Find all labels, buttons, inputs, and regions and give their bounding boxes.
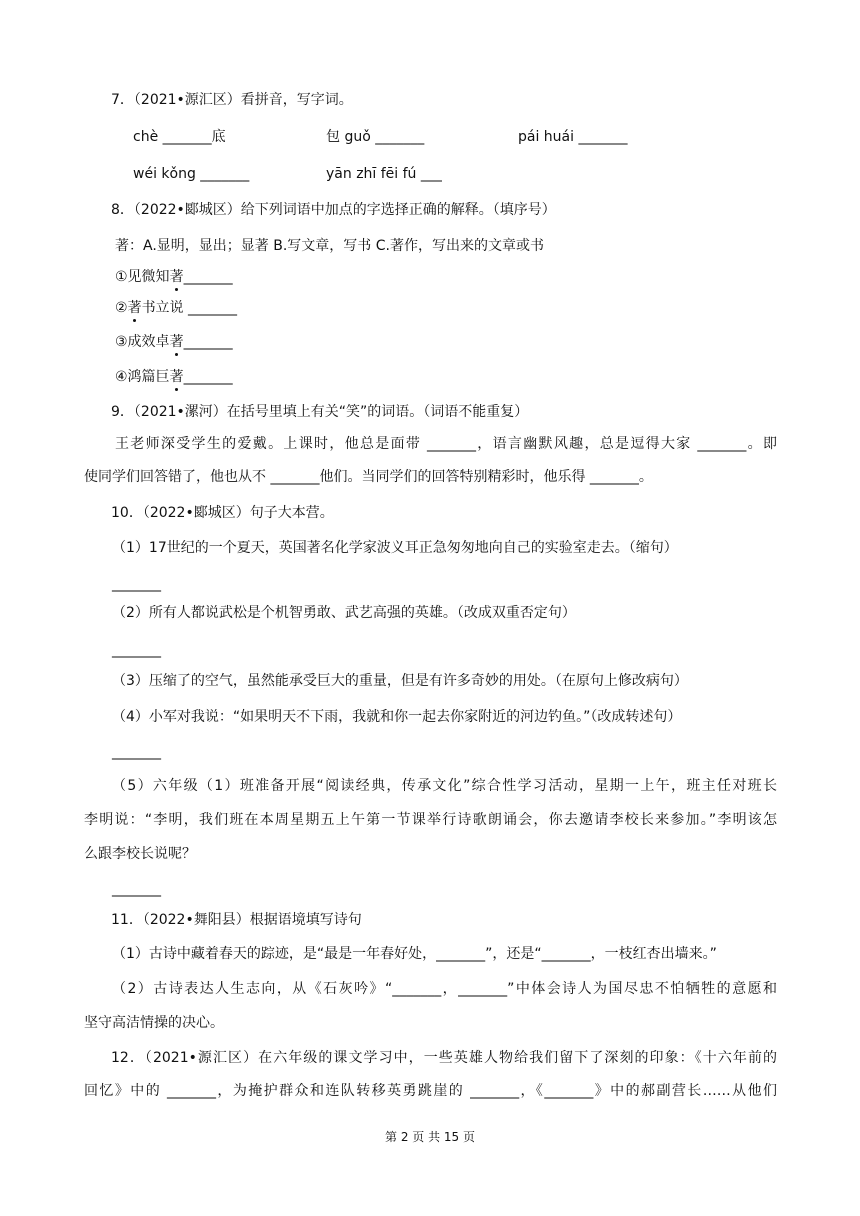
q8-item-3-blank: _______ [183, 334, 233, 350]
q10-blank-4: _______ [112, 744, 161, 760]
q8-item-4-dotted-char: 著 [169, 369, 184, 385]
q10-blank-2: _______ [112, 642, 161, 658]
q10-sentence-5-line-2: 李明说：“李明，我们班在本周星期五上午第一节课举行诗歌朗诵会，你去邀请李校长来参加。”李明该怎 [84, 812, 777, 828]
q10-blank-5: _______ [112, 881, 161, 897]
q8-item-1-blank: _______ [183, 269, 233, 285]
q8-item-4 [115, 367, 233, 387]
q9-text-line-1: 王老师深受学生的爱戴。上课时，他总是面带 _______，语言幽默风趣，总是逗得大家 _______。即 [115, 436, 777, 452]
q10-title: 10．（2022•郾城区）句子大本营。 [111, 505, 334, 521]
q10-sentence-2: （2）所有人都说武松是个机智勇敢、武艺高强的英雄。（改成双重否定句） [112, 605, 576, 621]
q9-text-line-2: 使同学们回答错了，他也从不 _______他们。当同学们的回答特别精彩时，他乐得 _______。 [84, 469, 653, 485]
q7-item-3: pái huái _______ [518, 129, 628, 145]
q10-sentence-5-line-1: （5）六年级（1）班准备开展“阅读经典，传承文化”综合性学习活动，星期一上午，班主任对班长 [112, 778, 777, 794]
q7-item-2: 包 guǒ _______ [326, 129, 425, 145]
q11-sentence-2-line-2: 坚守高洁情操的决心。 [84, 1015, 224, 1031]
q10-sentence-1: （1）17世纪的一个夏天，英国著名化学家波义耳正急匆匆地向自己的实验室走去。（缩句） [112, 540, 678, 556]
q11-title: 11．（2022•舞阳县）根据语境填写诗句 [111, 912, 362, 928]
q8-title: 8．（2022•郾城区）给下列词语中加点的字选择正确的解释。（填序号） [111, 202, 556, 218]
q7-item-1: chè _______底 [133, 129, 226, 145]
q10-sentence-4: （4）小军对我说：“如果明天不下雨，我就和你一起去你家附近的河边钓鱼。”（改成转述句） [112, 709, 682, 725]
q8-item-3-dotted-char: 著 [169, 334, 184, 350]
q7-pinyin-row-2 [0, 164, 860, 184]
q10-blank-1: _______ [112, 576, 161, 592]
q8-item-3-prefix: ③成效卓 [115, 334, 170, 350]
q7-item-5: yān zhī fēi fú ___ [326, 166, 442, 182]
q12-text-line-1: 12．（2021•源汇区）在六年级的课文学习中，一些英雄人物给我们留下了深刻的印象：《十六年前的 [111, 1050, 777, 1066]
q8-item-1 [115, 267, 233, 287]
q11-sentence-1: （1）古诗中藏着春天的踪迹，是“最是一年春好处，_______”，还是“_______，一枝红杏出墙来。” [112, 946, 717, 962]
q8-item-4-prefix: ④鸿篇巨 [115, 369, 170, 385]
q10-sentence-3: （3）压缩了的空气，虽然能承受巨大的重量，但是有许多奇妙的用处。（在原句上修改病句） [112, 673, 688, 689]
q8-item-3 [115, 332, 233, 352]
page-footer: 第 2 页 共 15 页 [385, 1130, 475, 1144]
q10-sentence-5-line-3: 么跟李校长说呢？ [84, 846, 196, 862]
q8-item-2-rest: 书立说 _______ [141, 300, 238, 316]
q11-sentence-2-line-1: （2）古诗表达人生志向，从《石灰吟》“_______，_______”中体会诗人为国尽忠不怕牺牲的意愿和 [112, 981, 777, 997]
q12-text-line-2: 回忆》中的 _______，为掩护群众和连队转移英勇跳崖的 _______，《_______》中的郝副营长……从他们 [84, 1083, 777, 1099]
q7-title: 7．（2021•源汇区）看拼音，写字词。 [111, 92, 353, 108]
q8-options: 著：A.显明，显出；显著 B.写文章，写书 C.著作，写出来的文章或书 [115, 238, 544, 254]
q8-item-4-blank: _______ [183, 369, 233, 385]
q8-item-2 [115, 298, 237, 318]
q8-item-2-dotted-char: 著 [127, 300, 142, 316]
q8-item-2-prefix: ② [115, 300, 128, 316]
q9-title: 9．（2021•漯河）在括号里填上有关“笑”的词语。（词语不能重复） [111, 404, 529, 420]
q7-pinyin-row-1 [0, 127, 860, 147]
q8-item-1-dotted-char: 著 [169, 269, 184, 285]
q7-item-4: wéi kǒng _______ [133, 166, 250, 182]
q8-item-1-prefix: ①见微知 [115, 269, 170, 285]
